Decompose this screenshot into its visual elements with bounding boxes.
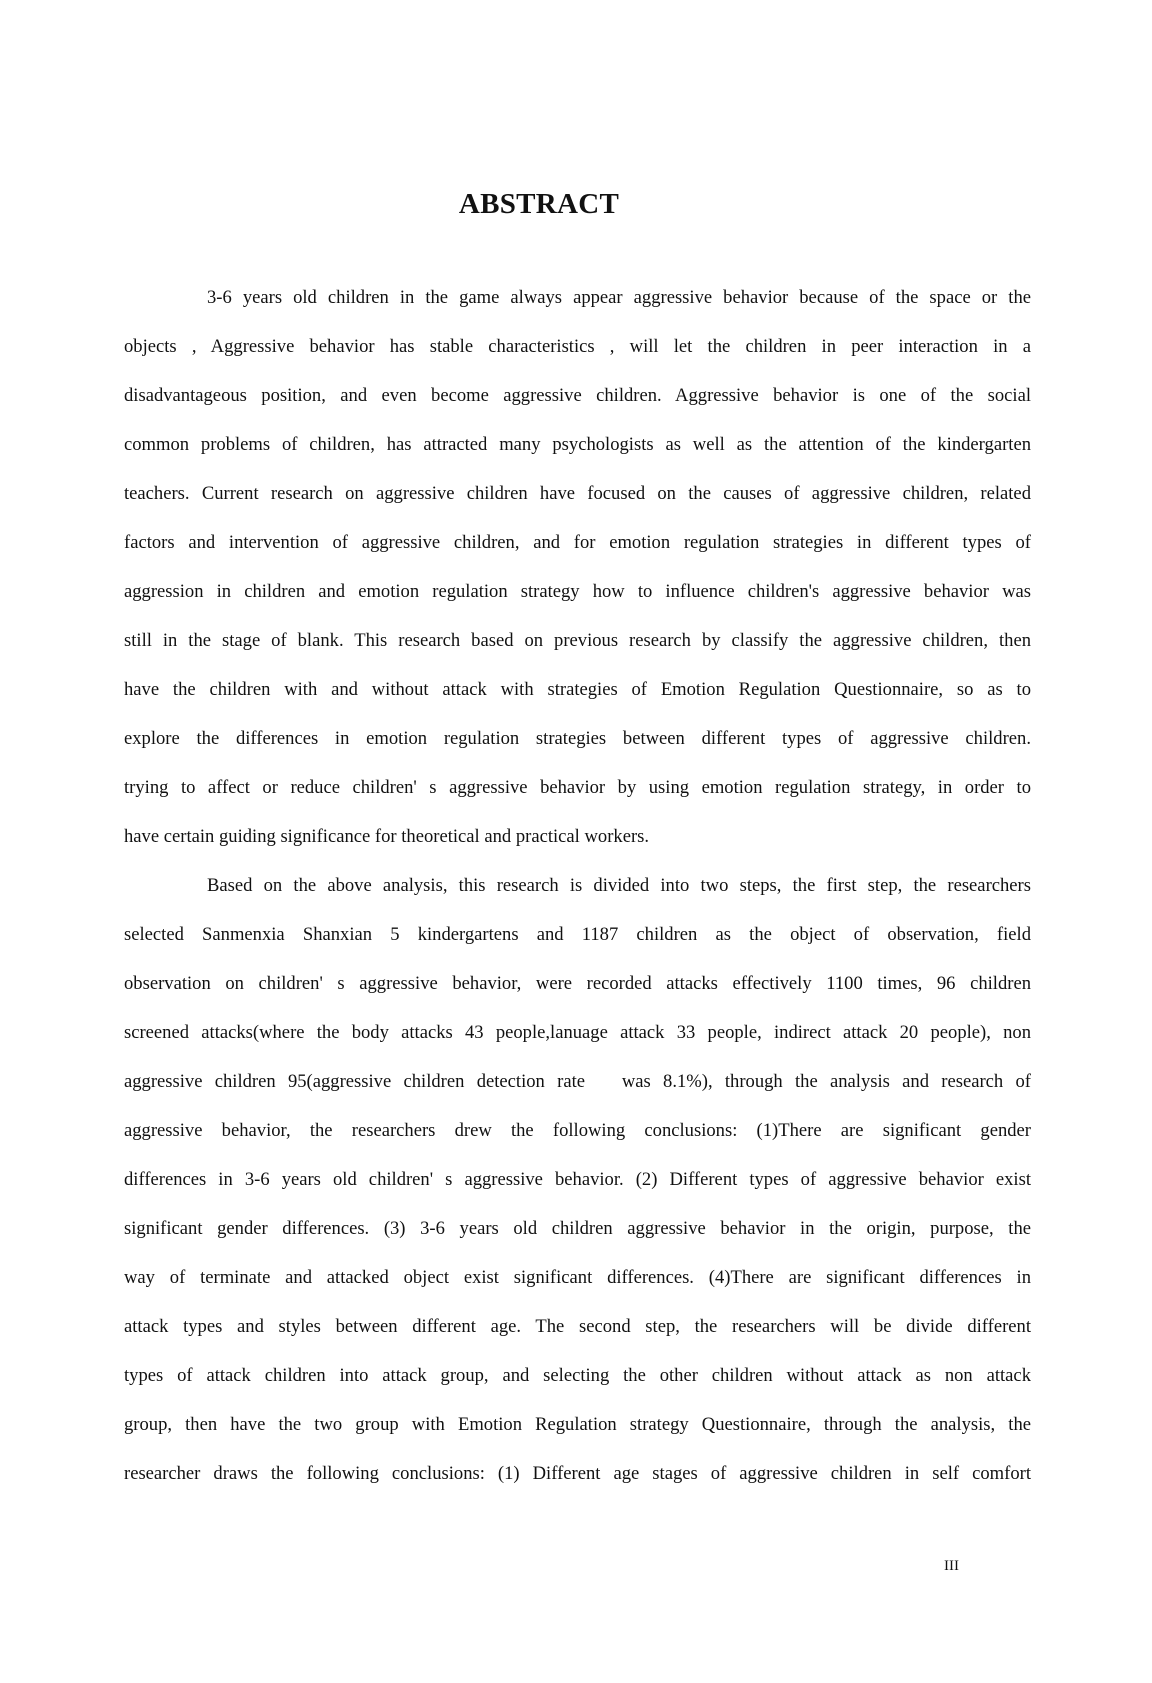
text-line: significant gender differences. (3) 3-6 years old children aggressive behavior in the origin, purpose, the: [124, 1218, 1031, 1239]
paragraph-2: [124, 868, 1031, 1505]
abstract-body: [124, 280, 1031, 1505]
text-line: 3-6 years old children in the game always appear aggressive behavior because of the space or the: [207, 287, 1031, 308]
text-line: way of terminate and attacked object exist significant differences. (4)There are significant differences in: [124, 1267, 1031, 1288]
text-line: trying to affect or reduce children' s aggressive behavior by using emotion regulation strategy, in order to: [124, 777, 1031, 798]
text-line: explore the differences in emotion regulation strategies between different types of aggressive children.: [124, 728, 1031, 749]
text-line: aggressive children 95(aggressive children detection rate was 8.1%), through the analysis and research of: [124, 1071, 1031, 1092]
text-line: observation on children' s aggressive behavior, were recorded attacks effectively 1100 times, 96 children: [124, 973, 1031, 994]
text-line: group, then have the two group with Emotion Regulation strategy Questionnaire, through the analysis, the: [124, 1414, 1031, 1435]
text-line: Based on the above analysis, this research is divided into two steps, the first step, the researchers: [207, 875, 1031, 896]
text-line: differences in 3-6 years old children' s aggressive behavior. (2) Different types of aggressive behavior exist: [124, 1169, 1031, 1190]
text-line: disadvantageous position, and even become aggressive children. Aggressive behavior is one of the social: [124, 385, 1031, 406]
text-line: screened attacks(where the body attacks 43 people,lanuage attack 33 people, indirect attack 20 people), non: [124, 1022, 1031, 1043]
text-line: researcher draws the following conclusions: (1) Different age stages of aggressive children in self comfort: [124, 1463, 1031, 1484]
page-title: ABSTRACT: [458, 188, 620, 220]
text-line: selected Sanmenxia Shanxian 5 kindergartens and 1187 children as the object of observation, field: [124, 924, 1031, 945]
page-number: III: [944, 1558, 959, 1574]
text-line: have certain guiding significance for theoretical and practical workers.: [124, 826, 650, 847]
paragraph-1: [124, 280, 1031, 868]
text-line: teachers. Current research on aggressive children have focused on the causes of aggressive children, related: [124, 483, 1031, 504]
text-line: have the children with and without attack with strategies of Emotion Regulation Questionnaire, so as to: [124, 679, 1031, 700]
text-line: aggression in children and emotion regulation strategy how to influence children's aggressive behavior was: [124, 581, 1031, 602]
text-line: common problems of children, has attracted many psychologists as well as the attention of the kindergarten: [124, 434, 1031, 455]
text-line: factors and intervention of aggressive children, and for emotion regulation strategies in different types of: [124, 532, 1031, 553]
text-line: objects , Aggressive behavior has stable characteristics , will let the children in peer interaction in a: [124, 336, 1031, 357]
text-line: aggressive behavior, the researchers drew the following conclusions: (1)There are significant gender: [124, 1120, 1031, 1141]
text-line: attack types and styles between different age. The second step, the researchers will be divide different: [124, 1316, 1031, 1337]
text-line: types of attack children into attack group, and selecting the other children without attack as non attack: [124, 1365, 1031, 1386]
text-line: still in the stage of blank. This research based on previous research by classify the aggressive children, then: [124, 630, 1031, 651]
